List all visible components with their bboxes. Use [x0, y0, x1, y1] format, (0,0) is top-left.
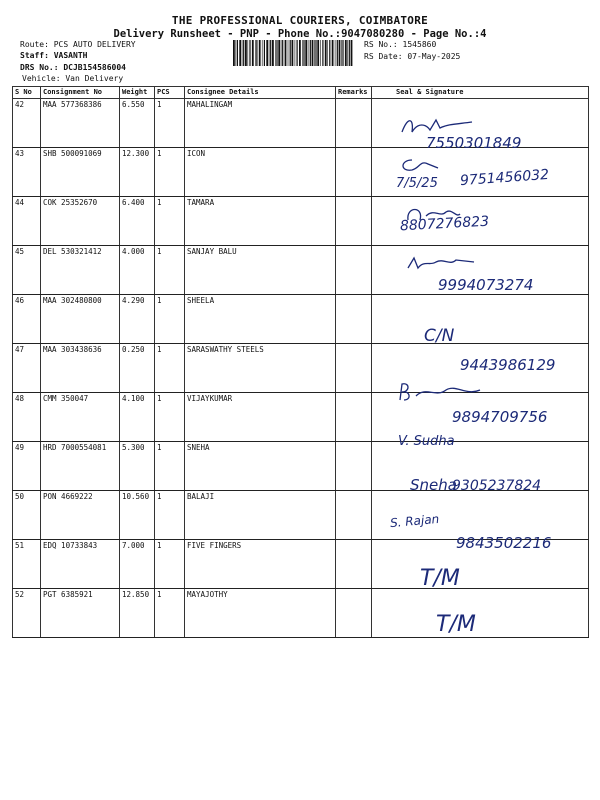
barcode-bar — [262, 40, 263, 66]
cell-sno: 42 — [13, 99, 41, 148]
signature-48 — [396, 380, 486, 402]
signature-scribble — [398, 156, 448, 174]
date-43: 7/5/25 — [396, 176, 438, 191]
cell-consignee: ICON — [185, 148, 336, 197]
table-row — [13, 197, 589, 246]
barcode-bar — [255, 40, 256, 66]
barcode-bar — [249, 40, 250, 66]
cell-weight: 6.550 — [120, 99, 155, 148]
cell-consignment: SHB 500091069 — [41, 148, 120, 197]
signature-50: S. Rajan — [389, 511, 440, 531]
route-line: Route: PCS AUTO DELIVERY — [20, 40, 136, 49]
barcode-bar — [327, 40, 328, 66]
barcode-bar — [269, 40, 270, 66]
barcode-bar — [349, 40, 350, 66]
barcode-bar — [292, 40, 294, 66]
barcode-bar — [342, 40, 343, 66]
cell-consignee: VIJAYKUMAR — [185, 393, 336, 442]
barcode-bar — [341, 40, 342, 66]
cell-consignee: FIVE FINGERS — [185, 540, 336, 589]
barcode-bar — [264, 40, 265, 66]
cell-remarks — [336, 491, 372, 540]
barcode-bar — [299, 40, 301, 66]
barcode-bar — [266, 40, 268, 66]
table-row — [13, 491, 589, 540]
cell-weight: 4.000 — [120, 246, 155, 295]
cell-consignee: SANJAY BALU — [185, 246, 336, 295]
signature-49-sneha: Sneha — [410, 476, 457, 494]
signature-51: T/M — [420, 566, 460, 591]
signature-43 — [398, 156, 448, 174]
vehicle-line: Vehicle: Van Delivery — [22, 74, 124, 83]
staff-line: Staff: VASANTH — [20, 51, 88, 60]
signature-scribble — [396, 380, 486, 402]
col-consignment: Consignment No — [41, 87, 120, 99]
barcode-bar — [308, 40, 309, 66]
cell-sno: 46 — [13, 295, 41, 344]
barcode-bar — [282, 40, 283, 66]
barcode-bar — [305, 40, 307, 66]
rs-no-line: RS No.: 1545860 — [364, 40, 437, 49]
signature-49-vsudha: V. Sudha — [398, 434, 455, 449]
cell-consignment: DEL 530321412 — [41, 246, 120, 295]
barcode-bar — [270, 40, 271, 66]
cell-signature — [372, 589, 589, 638]
col-pcs: PCS — [155, 87, 185, 99]
phone-45: 9994073274 — [438, 276, 534, 294]
barcode-bar — [303, 40, 304, 66]
cell-consignee: TAMARA — [185, 197, 336, 246]
barcode-bar — [272, 40, 274, 66]
cell-sno: 45 — [13, 246, 41, 295]
cell-pcs: 1 — [155, 491, 185, 540]
cell-pcs: 1 — [155, 344, 185, 393]
cell-sno: 50 — [13, 491, 41, 540]
barcode-bar — [275, 40, 276, 66]
col-sno: S No — [13, 87, 41, 99]
barcode-bar — [320, 40, 321, 66]
barcode-bar — [245, 40, 247, 66]
barcode-bar — [315, 40, 316, 66]
barcode-bar — [237, 40, 238, 66]
cell-consignee: SNEHA — [185, 442, 336, 491]
cell-pcs: 1 — [155, 197, 185, 246]
barcode-bar — [290, 40, 291, 66]
barcode-bar — [243, 40, 244, 66]
barcode-bar — [252, 40, 254, 66]
cell-consignee: SARASWATHY STEELS — [185, 344, 336, 393]
barcode-bar — [322, 40, 323, 66]
cell-consignment: MAA 302480800 — [41, 295, 120, 344]
cell-signature — [372, 295, 589, 344]
barcode-bar — [248, 40, 249, 66]
cell-weight: 6.400 — [120, 197, 155, 246]
cell-pcs: 1 — [155, 148, 185, 197]
cell-consignment: MAA 303438636 — [41, 344, 120, 393]
barcode-bar — [297, 40, 298, 66]
cell-sno: 49 — [13, 442, 41, 491]
barcode-bar — [281, 40, 282, 66]
phone-44: 8807276823 — [399, 213, 490, 235]
cell-remarks — [336, 197, 372, 246]
cell-weight: 4.290 — [120, 295, 155, 344]
cell-remarks — [336, 393, 372, 442]
cell-weight: 4.100 — [120, 393, 155, 442]
barcode-bar — [302, 40, 303, 66]
barcode-bar — [259, 40, 261, 66]
runsheet-subtitle: Delivery Runsheet - PNP - Phone No.:9047080280 - Page No.:4 — [113, 28, 487, 40]
cell-remarks — [336, 540, 372, 589]
cell-pcs: 1 — [155, 442, 185, 491]
barcode-bar — [339, 40, 341, 66]
cell-weight: 7.000 — [120, 540, 155, 589]
cell-weight: 10.560 — [120, 491, 155, 540]
cell-remarks — [336, 589, 372, 638]
cell-pcs: 1 — [155, 295, 185, 344]
barcode-bar — [236, 40, 237, 66]
cell-consignment: PGT 6385921 — [41, 589, 120, 638]
phone-42: 7550301849 — [426, 134, 522, 152]
cell-weight: 12.300 — [120, 148, 155, 197]
col-signature: Seal & Signature — [372, 87, 589, 99]
cell-consignment: PON 4669222 — [41, 491, 120, 540]
cell-weight: 0.250 — [120, 344, 155, 393]
barcode-bar — [242, 40, 243, 66]
cell-sno: 44 — [13, 197, 41, 246]
barcode — [233, 40, 353, 66]
barcode-bar — [312, 40, 314, 66]
note-46: C/N — [424, 326, 455, 346]
cell-consignment: CMM 350047 — [41, 393, 120, 442]
cell-weight: 12.850 — [120, 589, 155, 638]
barcode-bar — [239, 40, 241, 66]
cell-weight: 5.300 — [120, 442, 155, 491]
signature-52: T/M — [436, 612, 476, 637]
cell-pcs: 1 — [155, 393, 185, 442]
table-header-row — [13, 87, 589, 99]
col-remarks: Remarks — [336, 87, 372, 99]
cell-pcs: 1 — [155, 246, 185, 295]
barcode-bar — [332, 40, 334, 66]
barcode-bar — [278, 40, 280, 66]
barcode-bar — [233, 40, 235, 66]
barcode-bar — [325, 40, 327, 66]
cell-pcs: 1 — [155, 589, 185, 638]
table-row — [13, 295, 589, 344]
signature-45 — [404, 254, 484, 272]
cell-sno: 47 — [13, 344, 41, 393]
signature-scribble — [404, 254, 484, 272]
cell-consignment: MAA 577368386 — [41, 99, 120, 148]
barcode-bar — [285, 40, 287, 66]
cell-consignment: HRD 7000554081 — [41, 442, 120, 491]
barcode-bar — [310, 40, 311, 66]
cell-pcs: 1 — [155, 540, 185, 589]
table-row — [13, 589, 589, 638]
cell-consignee: MAHALINGAM — [185, 99, 336, 148]
barcode-bar — [314, 40, 315, 66]
phone-43: 9751456032 — [459, 166, 550, 190]
cell-remarks — [336, 344, 372, 393]
phone-47: 9443986129 — [460, 356, 556, 374]
barcode-bar — [256, 40, 257, 66]
phone-48: 9894709756 — [452, 408, 548, 426]
cell-consignee: MAYAJOTHY — [185, 589, 336, 638]
cell-sno: 51 — [13, 540, 41, 589]
cell-consignee: SHEELA — [185, 295, 336, 344]
cell-remarks — [336, 246, 372, 295]
barcode-bar — [345, 40, 347, 66]
col-weight: Weight — [120, 87, 155, 99]
signature-scribble — [400, 114, 480, 136]
phone-49: 9305237824 — [452, 478, 542, 494]
cell-remarks — [336, 295, 372, 344]
barcode-bar — [276, 40, 277, 66]
barcode-bar — [329, 40, 330, 66]
phone-50: 9843502216 — [456, 534, 552, 552]
barcode-bar — [335, 40, 336, 66]
barcode-bar — [288, 40, 289, 66]
drs-line: DRS No.: DCJB154586004 — [20, 63, 126, 72]
signature-42 — [400, 114, 480, 136]
barcode-bar — [347, 40, 348, 66]
cell-pcs: 1 — [155, 99, 185, 148]
barcode-bar — [295, 40, 296, 66]
col-consignee: Consignee Details — [185, 87, 336, 99]
cell-consignment: EDQ 10733843 — [41, 540, 120, 589]
cell-sno: 48 — [13, 393, 41, 442]
barcode-bar — [337, 40, 338, 66]
company-title: THE PROFESSIONAL COURIERS, COIMBATORE — [171, 14, 429, 27]
barcode-bar — [317, 40, 319, 66]
barcode-bar — [351, 40, 353, 66]
cell-consignment: COK 25352670 — [41, 197, 120, 246]
rs-date-line: RS Date: 07-May-2025 — [364, 52, 461, 61]
cell-remarks — [336, 148, 372, 197]
cell-remarks — [336, 99, 372, 148]
cell-remarks — [336, 442, 372, 491]
cell-consignee: BALAJI — [185, 491, 336, 540]
cell-sno: 52 — [13, 589, 41, 638]
cell-sno: 43 — [13, 148, 41, 197]
